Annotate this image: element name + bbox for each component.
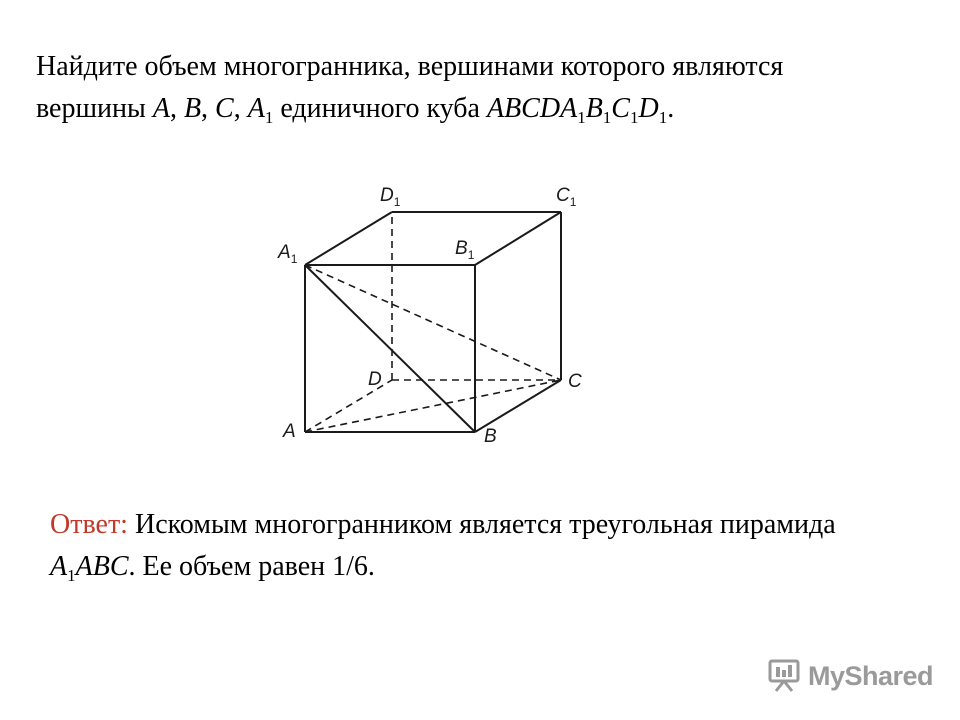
label-b: B	[484, 426, 497, 447]
problem-line-2-prefix: вершины	[36, 93, 153, 124]
pyramid-vertices: ABC	[75, 551, 129, 582]
diagonal-a1-b	[305, 265, 475, 432]
label-b1: $B_1$	[455, 238, 475, 262]
cube-edges	[305, 212, 561, 432]
separator: ,	[169, 93, 184, 124]
answer-text: Искомым многогранником является треугольная пирамида	[127, 509, 836, 540]
label-d: D	[368, 369, 382, 390]
cube-name: ABCDA	[486, 93, 578, 124]
presentation-board-icon	[766, 659, 802, 693]
vertex-a: A	[152, 93, 170, 124]
answer-volume: . Ее объем равен 1/6.	[128, 551, 375, 582]
vertex-b: B	[183, 93, 202, 124]
label-a1: $A_1$	[278, 242, 298, 266]
label-a: A	[283, 421, 296, 442]
subscript: 1	[577, 108, 586, 127]
label-d1: $D_1$	[380, 185, 401, 209]
edge-a1-d1	[305, 212, 392, 265]
label-c: C	[568, 371, 582, 392]
subscript: 1	[602, 108, 612, 127]
label-c1: $C_1$	[556, 185, 577, 209]
answer-label: Ответ:	[50, 509, 128, 540]
separator: ,	[201, 93, 216, 124]
pyramid-vertex-a1: A	[50, 551, 68, 582]
hidden-edges	[305, 212, 561, 432]
subscript: 1	[67, 566, 76, 585]
edge-b1-c1	[475, 212, 561, 265]
watermark-brand: MyShared	[808, 660, 934, 691]
problem-line-2-middle: единичного куба	[273, 93, 487, 124]
answer-block	[50, 504, 950, 588]
diagonal-a1-c-hidden	[305, 265, 561, 380]
subscript: 1	[658, 108, 668, 127]
vertex-labels	[277, 185, 582, 447]
subscript: 1	[629, 108, 639, 127]
myshared-watermark	[766, 654, 933, 698]
subscript: 1	[264, 108, 274, 127]
cube-name-d: D	[638, 93, 659, 124]
cube-name-c: C	[611, 93, 630, 124]
diagonal-a-c-hidden	[305, 380, 561, 432]
vertex-c: C	[215, 93, 234, 124]
vertex-a1: A	[247, 93, 265, 124]
problem-line-2-end: .	[667, 93, 675, 124]
problem-line-1: Найдите объем многогранника, вершинами которого являются	[36, 51, 784, 82]
separator: ,	[233, 93, 248, 124]
cube-name-b: B	[585, 93, 603, 124]
edge-b-c	[475, 380, 561, 432]
